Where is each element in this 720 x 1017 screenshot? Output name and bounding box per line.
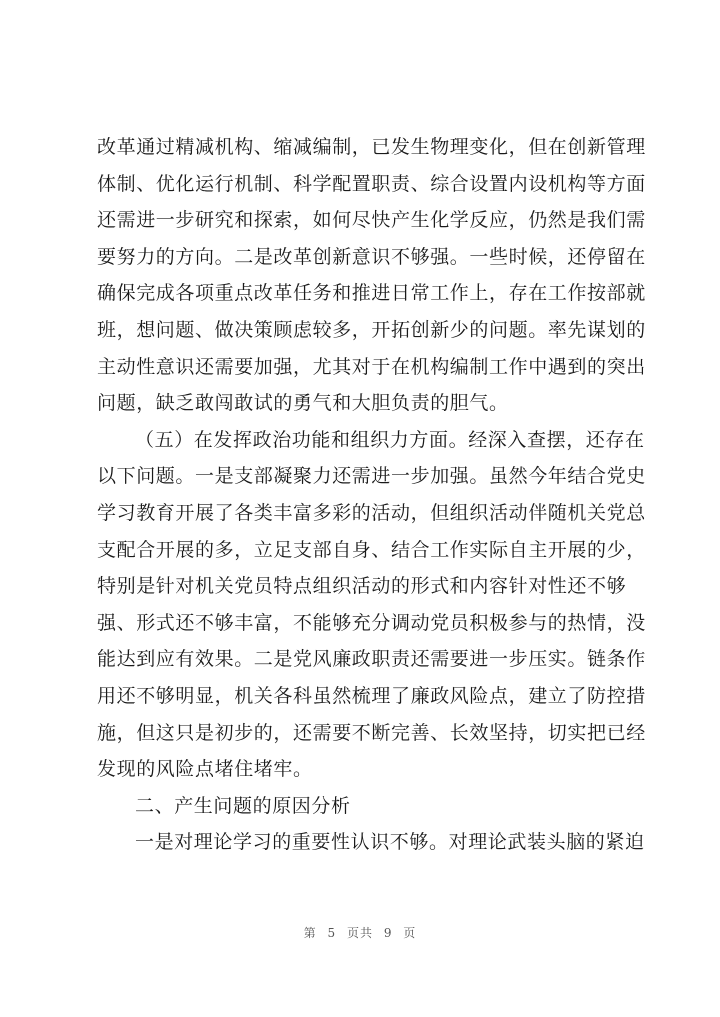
text-line: 一是对理论学习的重要性认识不够。对理论武装头脑的紧迫: [135, 831, 645, 854]
text-line: 体制、优化运行机制、科学配置职责、综合设置内设机构等方面: [97, 172, 646, 195]
text-line: 确保完成各项重点改革任务和推进日常工作上，存在工作按部就: [97, 282, 646, 305]
text-line: 改革通过精减机构、缩减编制，已发生物理变化，但在创新管理: [97, 136, 646, 158]
text-line: 能达到应有效果。二是党风廉政职责还需要进一步压实。链条作: [97, 648, 646, 671]
page-label-mid: 页共: [346, 926, 373, 940]
text-line: 施，但这只是初步的，还需要不断完善、长效坚持，切实把已经: [97, 721, 646, 744]
current-page-number: 5: [327, 926, 337, 940]
page-footer: [0, 924, 720, 941]
total-pages-number: 9: [383, 926, 393, 940]
body-text: [97, 129, 646, 861]
text-line: 要努力的方向。二是改革创新意识不够强。一些时候，还停留在: [97, 245, 646, 268]
text-line: 主动性意识还需要加强，尤其对于在机构编制工作中遇到的突出: [97, 355, 646, 378]
text-line: 以下问题。一是支部凝聚力还需进一步加强。虽然今年结合党史: [97, 465, 646, 488]
text-line: 用还不够明显，机关各科虽然梳理了廉政风险点，建立了防控措: [97, 684, 646, 707]
page-label-suffix: 页: [403, 926, 417, 940]
text-line: 发现的风险点堵住堵牢。: [97, 758, 313, 781]
page-label-prefix: 第: [303, 926, 317, 940]
text-line: 问题，缺乏敢闯敢试的勇气和大胆负责的胆气。: [97, 392, 509, 415]
text-line: 特别是针对机关党员特点组织活动的形式和内容针对性还不够: [97, 575, 627, 598]
section-heading: 二、产生问题的原因分析: [135, 794, 351, 817]
text-line: 支配合开展的多，立足支部自身、结合工作实际自主开展的少，: [97, 538, 646, 561]
text-line: 学习教育开展了各类丰富多彩的活动，但组织活动伴随机关党总: [97, 501, 646, 524]
section-heading-line: （五）在发挥政治功能和组织力方面。经深入查摆，还存在: [135, 428, 645, 451]
text-line: 还需进一步研究和探索，如何尽快产生化学反应，仍然是我们需: [97, 209, 646, 232]
text-line: 班，想问题、做决策顾虑较多，开拓创新少的问题。率先谋划的: [97, 318, 646, 341]
text-line: 强、形式还不够丰富，不能够充分调动党员积极参与的热情，没: [97, 611, 646, 634]
